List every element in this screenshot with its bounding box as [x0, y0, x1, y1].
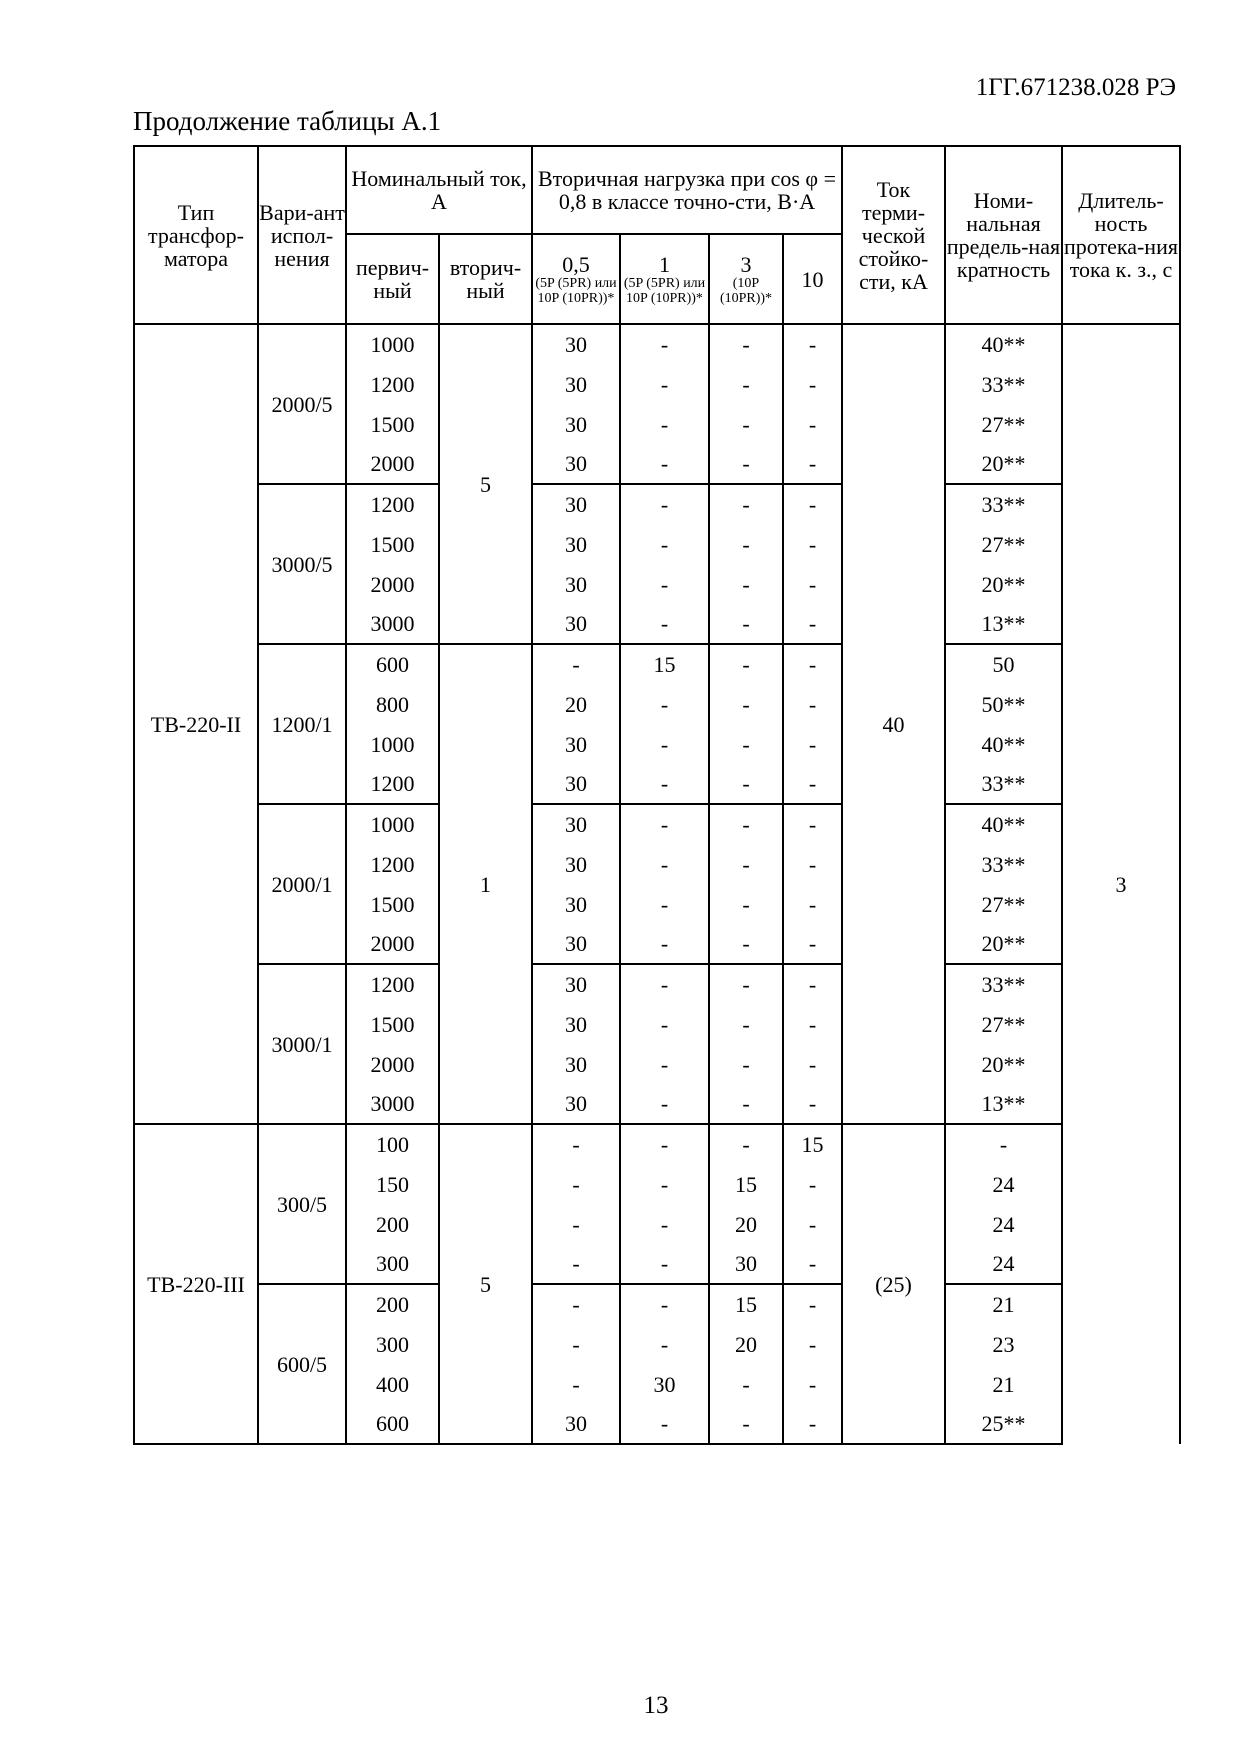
load-cell: -	[532, 1244, 620, 1284]
type-cell: ТВ-220-III	[134, 1124, 258, 1444]
limit-ratio-cell: 50	[945, 644, 1062, 684]
load-cell: -	[709, 604, 783, 644]
load-cell: 30	[532, 324, 620, 364]
load-cell: -	[783, 1244, 842, 1284]
table-caption: Продолжение таблицы А.1	[133, 106, 442, 136]
load-cell: 30	[532, 484, 620, 524]
load-cell: -	[783, 1164, 842, 1204]
load-cell: -	[709, 764, 783, 804]
class-note: (5P (5PR) или 10P (10PR))*	[535, 275, 617, 306]
load-cell: 30	[620, 1364, 709, 1404]
load-cell: -	[783, 884, 842, 924]
primary-current-cell: 200	[346, 1204, 439, 1244]
load-cell: -	[783, 1404, 842, 1444]
load-cell: 30	[532, 1044, 620, 1084]
load-cell: -	[709, 1004, 783, 1044]
primary-current-cell: 1500	[346, 884, 439, 924]
header-secondary-load: Вторичная нагрузка при cos φ = 0,8 в классе точно-сти, В·А	[532, 146, 842, 234]
variant-cell: 2000/5	[258, 324, 346, 484]
load-cell: -	[783, 1044, 842, 1084]
limit-ratio-cell: 40**	[945, 724, 1062, 764]
class-label: 1	[659, 251, 670, 277]
load-cell: 15	[709, 1284, 783, 1324]
class-note: (5P (5PR) или 10P (10PR))*	[623, 275, 706, 306]
limit-ratio-cell: 21	[945, 1364, 1062, 1404]
load-cell: -	[620, 1084, 709, 1124]
load-cell: 30	[532, 404, 620, 444]
primary-current-cell: 300	[346, 1324, 439, 1364]
load-cell: 30	[532, 964, 620, 1004]
limit-ratio-cell: 33**	[945, 364, 1062, 404]
primary-current-cell: 2000	[346, 1044, 439, 1084]
primary-current-cell: 2000	[346, 924, 439, 964]
load-cell: -	[620, 324, 709, 364]
load-cell: -	[620, 804, 709, 844]
page-number: 13	[643, 1692, 669, 1719]
limit-ratio-cell: 23	[945, 1324, 1062, 1364]
table-body	[134, 324, 1180, 1444]
load-cell: -	[620, 484, 709, 524]
primary-current-cell: 2000	[346, 444, 439, 484]
load-cell: -	[783, 324, 842, 364]
load-cell: -	[532, 1324, 620, 1364]
load-cell: 20	[709, 1204, 783, 1244]
thermal-current-cell: 40	[842, 324, 945, 1124]
table-row	[134, 1284, 1180, 1324]
primary-current-cell: 800	[346, 684, 439, 724]
load-cell: -	[620, 684, 709, 724]
document-number: 1ГГ.671238.028 РЭ	[975, 74, 1176, 101]
limit-ratio-cell: 20**	[945, 564, 1062, 604]
primary-current-cell: 1200	[346, 844, 439, 884]
variant-cell: 1200/1	[258, 644, 346, 804]
load-cell: -	[620, 1204, 709, 1244]
load-cell: -	[709, 724, 783, 764]
load-cell: -	[783, 404, 842, 444]
class-label: 3	[740, 251, 752, 277]
limit-ratio-cell: 27**	[945, 524, 1062, 564]
load-cell: -	[620, 1324, 709, 1364]
load-cell: -	[620, 1164, 709, 1204]
load-cell: 15	[709, 1164, 783, 1204]
header-type: Тип трансфор-матора	[134, 146, 258, 324]
variant-cell: 3000/1	[258, 964, 346, 1124]
load-cell: -	[709, 404, 783, 444]
load-cell: 20	[709, 1324, 783, 1364]
class-note: (10P (10PR))*	[719, 275, 773, 306]
primary-current-cell: 1200	[346, 964, 439, 1004]
limit-ratio-cell: 50**	[945, 684, 1062, 724]
table-row	[134, 644, 1180, 684]
variant-cell: 600/5	[258, 1284, 346, 1444]
limit-ratio-cell: 20**	[945, 924, 1062, 964]
load-cell: -	[709, 804, 783, 844]
load-cell: -	[783, 804, 842, 844]
primary-current-cell: 3000	[346, 604, 439, 644]
load-cell: 30	[709, 1244, 783, 1284]
load-cell: -	[620, 564, 709, 604]
primary-current-cell: 600	[346, 1404, 439, 1444]
load-cell: -	[620, 1004, 709, 1044]
load-cell: -	[783, 1004, 842, 1044]
load-cell: -	[709, 1124, 783, 1164]
secondary-current-cell: 5	[439, 1124, 532, 1444]
limit-ratio-cell: 33**	[945, 964, 1062, 1004]
load-cell: -	[709, 1364, 783, 1404]
load-cell: -	[620, 884, 709, 924]
variant-cell: 2000/1	[258, 804, 346, 964]
primary-current-cell: 3000	[346, 1084, 439, 1124]
limit-ratio-cell: 24	[945, 1244, 1062, 1284]
limit-ratio-cell: 33**	[945, 844, 1062, 884]
load-cell: -	[783, 1324, 842, 1364]
load-cell: -	[620, 404, 709, 444]
header-class-10: 10	[783, 234, 842, 324]
variant-cell: 300/5	[258, 1124, 346, 1284]
limit-ratio-cell: 13**	[945, 604, 1062, 644]
load-cell: -	[709, 844, 783, 884]
load-cell: 30	[532, 844, 620, 884]
load-cell: -	[620, 1404, 709, 1444]
load-cell: 30	[532, 1084, 620, 1124]
primary-current-cell: 150	[346, 1164, 439, 1204]
primary-current-cell: 1000	[346, 324, 439, 364]
load-cell: -	[783, 444, 842, 484]
header-class-3	[709, 234, 783, 324]
header-thermal-current: Ток терми-ческой стойко-сти, кА	[842, 146, 945, 324]
header-class-05	[532, 234, 620, 324]
load-cell: -	[709, 484, 783, 524]
load-cell: 15	[620, 644, 709, 684]
load-cell: -	[620, 924, 709, 964]
load-cell: -	[620, 764, 709, 804]
primary-current-cell: 600	[346, 644, 439, 684]
primary-current-cell: 400	[346, 1364, 439, 1404]
secondary-current-cell: 1	[439, 644, 532, 1124]
load-cell: 30	[532, 724, 620, 764]
load-cell: -	[783, 484, 842, 524]
load-cell: -	[783, 1204, 842, 1244]
load-cell: 30	[532, 804, 620, 844]
load-cell: 30	[532, 524, 620, 564]
table-row	[134, 804, 1180, 844]
limit-ratio-cell: 24	[945, 1204, 1062, 1244]
primary-current-cell: 1200	[346, 484, 439, 524]
limit-ratio-cell: 40**	[945, 324, 1062, 364]
header-variant: Вари-ант испол-нения	[258, 146, 346, 324]
limit-ratio-cell: 27**	[945, 1004, 1062, 1044]
load-cell: -	[783, 524, 842, 564]
load-cell: 30	[532, 1004, 620, 1044]
load-cell: -	[709, 644, 783, 684]
load-cell: -	[532, 1204, 620, 1244]
load-cell: -	[709, 564, 783, 604]
load-cell: 30	[532, 1404, 620, 1444]
load-cell: 30	[532, 924, 620, 964]
load-cell: -	[709, 444, 783, 484]
load-cell: -	[783, 1284, 842, 1324]
header-primary: первич-ный	[346, 234, 439, 324]
load-cell: -	[783, 644, 842, 684]
load-cell: -	[620, 444, 709, 484]
header-class-1	[620, 234, 709, 324]
load-cell: -	[783, 844, 842, 884]
header-nominal-current: Номинальный ток, А	[346, 146, 532, 234]
primary-current-cell: 1000	[346, 804, 439, 844]
load-cell: -	[620, 724, 709, 764]
load-cell: -	[709, 324, 783, 364]
load-cell: 30	[532, 444, 620, 484]
primary-current-cell: 2000	[346, 564, 439, 604]
duration-cell: 3	[1062, 324, 1180, 1444]
type-cell: ТВ-220-II	[134, 324, 258, 1124]
load-cell: -	[532, 1164, 620, 1204]
table-row	[134, 1124, 1180, 1164]
transformer-table	[133, 145, 1181, 1445]
limit-ratio-cell: 33**	[945, 484, 1062, 524]
load-cell: -	[783, 724, 842, 764]
load-cell: -	[709, 364, 783, 404]
limit-ratio-cell: 40**	[945, 804, 1062, 844]
primary-current-cell: 300	[346, 1244, 439, 1284]
load-cell: -	[709, 524, 783, 564]
limit-ratio-cell: 21	[945, 1284, 1062, 1324]
load-cell: -	[620, 604, 709, 644]
load-cell: 30	[532, 364, 620, 404]
class-label: 0,5	[562, 251, 590, 277]
load-cell: -	[620, 1124, 709, 1164]
limit-ratio-cell: 33**	[945, 764, 1062, 804]
table-row	[134, 324, 1180, 364]
load-cell: -	[783, 924, 842, 964]
limit-ratio-cell: 20**	[945, 1044, 1062, 1084]
secondary-current-cell: 5	[439, 324, 532, 644]
load-cell: -	[709, 1044, 783, 1084]
load-cell: -	[620, 1044, 709, 1084]
primary-current-cell: 1200	[346, 764, 439, 804]
load-cell: -	[532, 1364, 620, 1404]
primary-current-cell: 1200	[346, 364, 439, 404]
load-cell: -	[783, 364, 842, 404]
limit-ratio-cell: 13**	[945, 1084, 1062, 1124]
load-cell: 30	[532, 764, 620, 804]
primary-current-cell: 100	[346, 1124, 439, 1164]
limit-ratio-cell: 27**	[945, 884, 1062, 924]
load-cell: 15	[783, 1124, 842, 1164]
load-cell: 30	[532, 884, 620, 924]
load-cell: -	[709, 924, 783, 964]
load-cell: -	[532, 1284, 620, 1324]
load-cell: -	[709, 1404, 783, 1444]
load-cell: -	[783, 564, 842, 604]
load-cell: -	[709, 1084, 783, 1124]
limit-ratio-cell: 24	[945, 1164, 1062, 1204]
load-cell: 20	[532, 684, 620, 724]
load-cell: -	[620, 844, 709, 884]
load-cell: -	[709, 964, 783, 1004]
primary-current-cell: 1500	[346, 404, 439, 444]
header-duration: Длитель-ность протека-ния тока к. з., с	[1062, 146, 1180, 324]
load-cell: -	[783, 684, 842, 724]
load-cell: -	[532, 644, 620, 684]
table-row	[134, 964, 1180, 1004]
load-cell: -	[783, 604, 842, 644]
load-cell: -	[709, 684, 783, 724]
load-cell: -	[620, 364, 709, 404]
load-cell: -	[783, 764, 842, 804]
load-cell: -	[783, 964, 842, 1004]
primary-current-cell: 1500	[346, 1004, 439, 1044]
load-cell: -	[620, 1244, 709, 1284]
table-row	[134, 484, 1180, 524]
load-cell: -	[620, 964, 709, 1004]
primary-current-cell: 200	[346, 1284, 439, 1324]
load-cell: -	[620, 524, 709, 564]
thermal-current-cell: (25)	[842, 1124, 945, 1444]
load-cell: -	[709, 884, 783, 924]
header-limit-ratio: Номи-нальная предель-ная кратность	[945, 146, 1062, 324]
limit-ratio-cell: 25**	[945, 1404, 1062, 1444]
limit-ratio-cell: 20**	[945, 444, 1062, 484]
limit-ratio-cell: -	[945, 1124, 1062, 1164]
primary-current-cell: 1000	[346, 724, 439, 764]
primary-current-cell: 1500	[346, 524, 439, 564]
load-cell: -	[620, 1284, 709, 1324]
variant-cell: 3000/5	[258, 484, 346, 644]
load-cell: -	[532, 1124, 620, 1164]
limit-ratio-cell: 27**	[945, 404, 1062, 444]
load-cell: 30	[532, 604, 620, 644]
load-cell: 30	[532, 564, 620, 604]
load-cell: -	[783, 1364, 842, 1404]
header-secondary: вторич-ный	[439, 234, 532, 324]
load-cell: -	[783, 1084, 842, 1124]
